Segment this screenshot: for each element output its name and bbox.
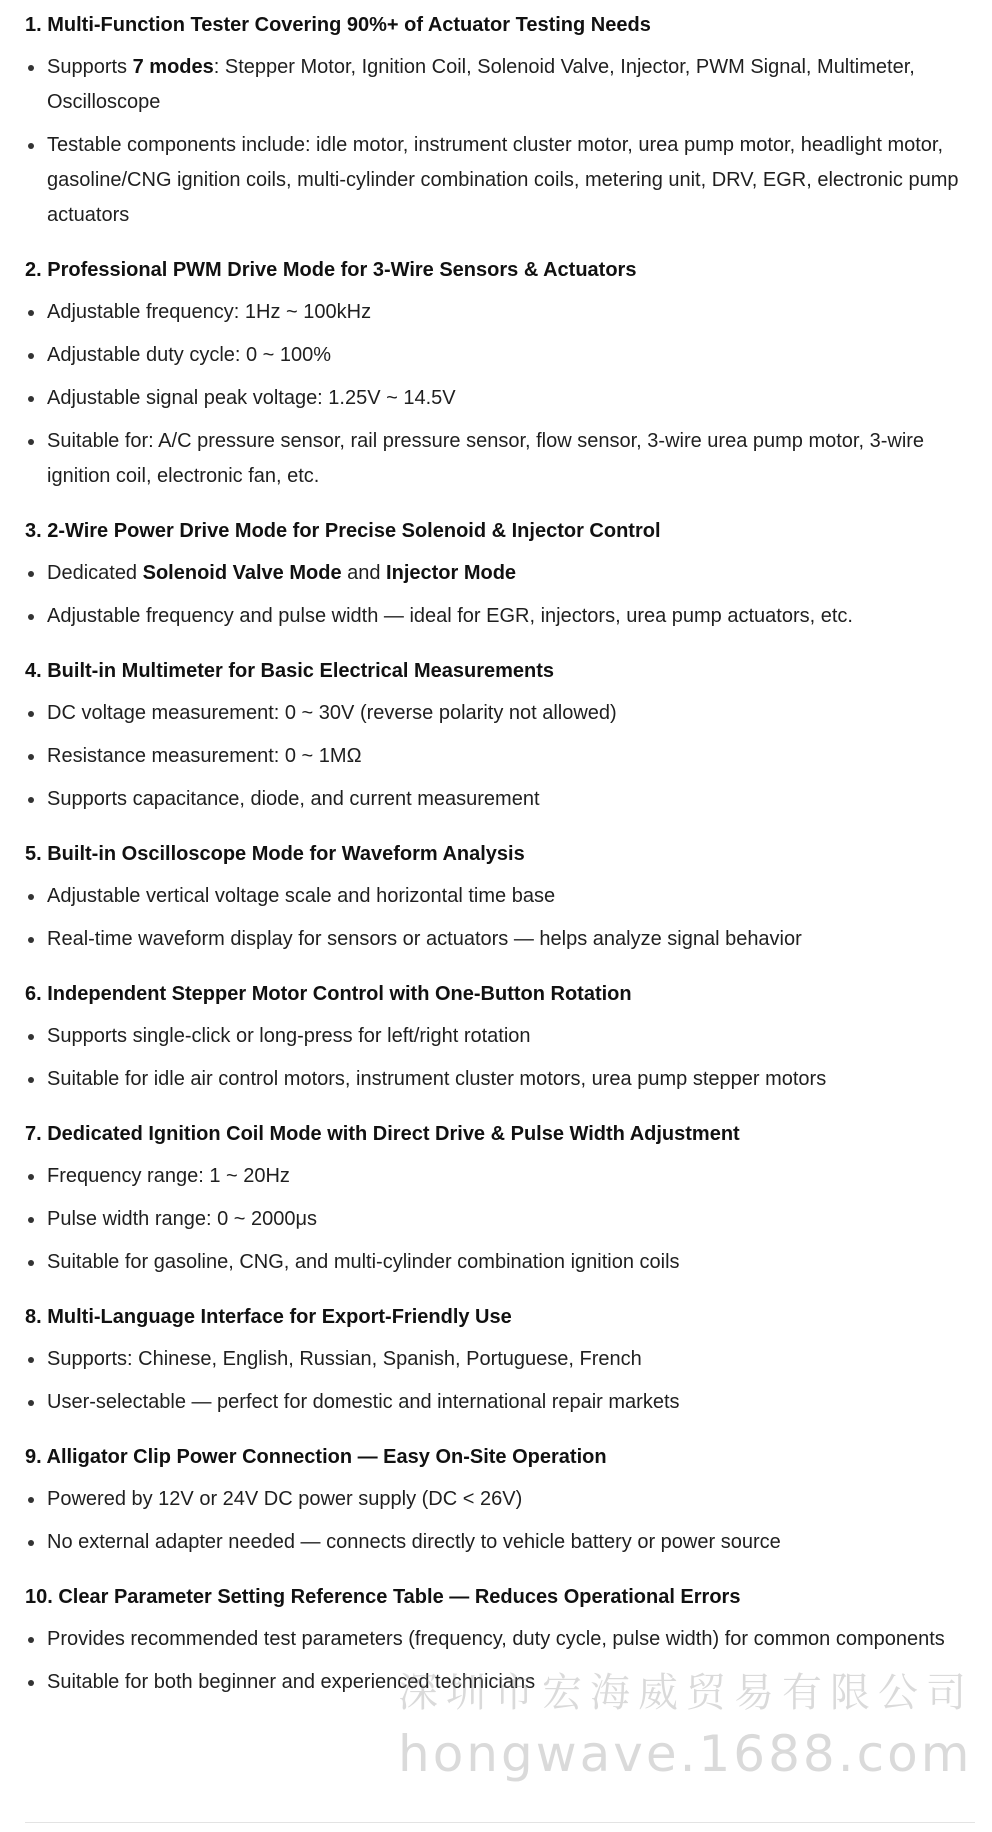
feature-list-document (25, 8, 975, 1720)
bullet-text: Adjustable signal peak voltage: 1.25V ~ 14.5V (47, 387, 456, 409)
bullet-list (25, 295, 975, 494)
feature-section (25, 253, 975, 494)
bullet-list (25, 696, 975, 817)
section-heading: 1. Multi-Function Tester Covering 90%+ of Actuator Testing Needs (25, 14, 651, 36)
bullet-list (25, 1622, 975, 1700)
bullet-text: Adjustable vertical voltage scale and horizontal time base (47, 885, 556, 907)
bullet-item (25, 696, 975, 731)
bullet-item (25, 1245, 975, 1280)
section-heading: 6. Independent Stepper Motor Control with One-Button Rotation (25, 983, 632, 1005)
bullet-text: Adjustable duty cycle: 0 ~ 100% (47, 344, 332, 366)
bullet-item (25, 1159, 975, 1194)
bullet-item (25, 128, 975, 233)
bold-text: Solenoid Valve Mode (142, 562, 342, 584)
bullet-list (25, 879, 975, 957)
bullet-text: DC voltage measurement: 0 ~ 30V (reverse polarity not allowed) (47, 702, 617, 724)
bullet-list (25, 1482, 975, 1560)
feature-section (25, 8, 975, 233)
bullet-item (25, 1385, 975, 1420)
bullet-text: Suitable for both beginner and experienced technicians (47, 1671, 536, 1693)
bullet-text: Powered by 12V or 24V DC power supply (DC < 26V) (47, 1488, 523, 1510)
watermark-url: hongwave.1688.com (398, 1725, 973, 1783)
feature-section (25, 1117, 975, 1280)
bullet-text: Suitable for idle air control motors, instrument cluster motors, urea pump stepper motors (47, 1068, 827, 1090)
bullet-text: Testable components include: idle motor, instrument cluster motor, urea pump motor, headlight motor, gasoline/CNG ignition coils, multi-cylinder combination coils, metering unit, DRV, EGR, electronic pump actuators (47, 134, 959, 226)
bullet-text: Dedicated (47, 562, 143, 584)
bullet-item (25, 1525, 975, 1560)
bullet-item (25, 782, 975, 817)
bullet-list (25, 1159, 975, 1280)
feature-section (25, 1440, 975, 1560)
bullet-list (25, 1019, 975, 1097)
bullet-item (25, 879, 975, 914)
bullet-text: : Stepper Motor, Ignition Coil, Solenoid Valve, Injector, PWM Signal, Multimeter, Oscilloscope (47, 56, 915, 113)
bullet-item (25, 1062, 975, 1097)
bullet-item (25, 739, 975, 774)
bullet-item (25, 556, 975, 591)
bullet-list (25, 556, 975, 634)
feature-section (25, 1300, 975, 1420)
bullet-text: Pulse width range: 0 ~ 2000μs (47, 1208, 318, 1230)
section-heading: 7. Dedicated Ignition Coil Mode with Direct Drive & Pulse Width Adjustment (25, 1123, 740, 1145)
bullet-text: Adjustable frequency and pulse width — ideal for EGR, injectors, urea pump actuators, etc. (47, 605, 853, 627)
feature-section (25, 837, 975, 957)
section-heading: 3. 2-Wire Power Drive Mode for Precise Solenoid & Injector Control (25, 520, 661, 542)
bullet-item (25, 1665, 975, 1700)
bullet-text: Supports single-click or long-press for left/right rotation (47, 1025, 531, 1047)
feature-section (25, 977, 975, 1097)
bullet-item (25, 424, 975, 494)
bullet-text: Supports: Chinese, English, Russian, Spanish, Portuguese, French (47, 1348, 642, 1370)
bold-text: 7 modes (132, 56, 214, 78)
section-heading: 9. Alligator Clip Power Connection — Easy On-Site Operation (25, 1446, 607, 1468)
bullet-item (25, 599, 975, 634)
bullet-text: Supports (47, 56, 133, 78)
bullet-item (25, 1202, 975, 1237)
bullet-text: Real-time waveform display for sensors or actuators — helps analyze signal behavior (47, 928, 802, 950)
bullet-text: and (341, 562, 387, 584)
bullet-item (25, 1019, 975, 1054)
feature-section (25, 514, 975, 634)
bullet-text: Resistance measurement: 0 ~ 1MΩ (47, 745, 362, 767)
bullet-item (25, 1482, 975, 1517)
bullet-text: Frequency range: 1 ~ 20Hz (47, 1165, 290, 1187)
watermark-company-name: 深圳市宏海威贸易有限公司 (398, 1670, 974, 1716)
bullet-text: Provides recommended test parameters (frequency, duty cycle, pulse width) for common components (47, 1628, 945, 1650)
bullet-text: Supports capacitance, diode, and current measurement (47, 788, 540, 810)
section-heading: 2. Professional PWM Drive Mode for 3-Wire Sensors & Actuators (25, 259, 637, 281)
section-heading: 8. Multi-Language Interface for Export-Friendly Use (25, 1306, 512, 1328)
bullet-list (25, 1342, 975, 1420)
bullet-text: Suitable for gasoline, CNG, and multi-cylinder combination ignition coils (47, 1251, 680, 1273)
section-heading: 4. Built-in Multimeter for Basic Electrical Measurements (25, 660, 555, 682)
feature-section (25, 1580, 975, 1700)
bold-text: Injector Mode (386, 562, 517, 584)
bullet-item (25, 1622, 975, 1657)
bullet-item (25, 1342, 975, 1377)
bullet-item (25, 381, 975, 416)
bullet-text: Suitable for: A/C pressure sensor, rail pressure sensor, flow sensor, 3-wire urea pump motor, 3-wire ignition coil, electronic fan, etc. (47, 430, 925, 487)
feature-section (25, 654, 975, 817)
bullet-text: Adjustable frequency: 1Hz ~ 100kHz (47, 301, 372, 323)
section-heading: 10. Clear Parameter Setting Reference Table — Reduces Operational Errors (25, 1586, 741, 1608)
bullet-list (25, 50, 975, 233)
bullet-item (25, 295, 975, 330)
bullet-text: No external adapter needed — connects directly to vehicle battery or power source (47, 1531, 781, 1553)
bullet-text: User-selectable — perfect for domestic and international repair markets (47, 1391, 680, 1413)
section-heading: 5. Built-in Oscilloscope Mode for Waveform Analysis (25, 843, 525, 865)
bottom-divider (25, 1822, 975, 1823)
bullet-item (25, 50, 975, 120)
bullet-item (25, 338, 975, 373)
bullet-item (25, 922, 975, 957)
